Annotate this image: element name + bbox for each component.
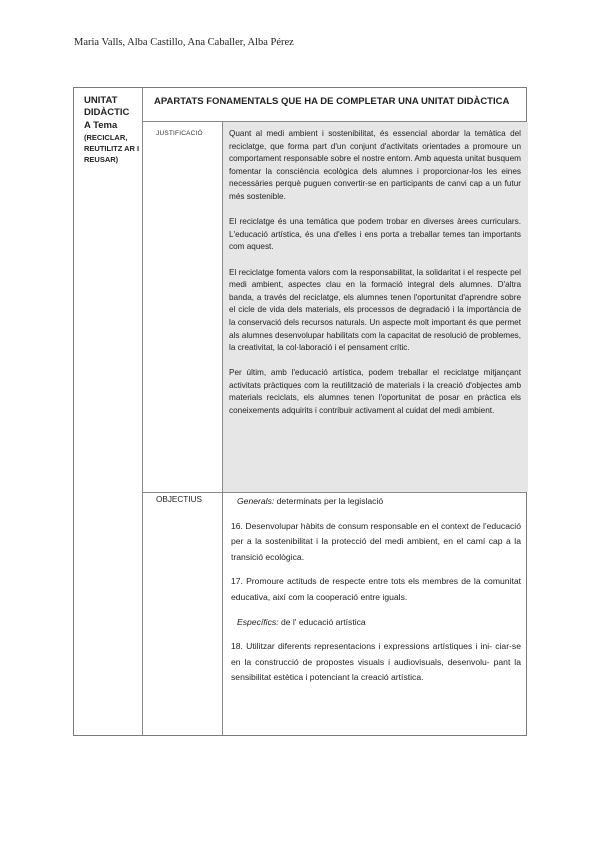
- justificacio-text: [229, 128, 521, 430]
- objectius-text: [231, 494, 521, 695]
- unit-title: UNITAT DIDÀCTIC: [84, 95, 130, 118]
- objective-16: 16. Desenvolupar hàbits de consum responsable en el context de l'educació per a la sostenibilitat i la protecció del medi ambient, en el camí cap a la transició ecològica.: [231, 520, 521, 562]
- didactic-unit-table: [73, 87, 527, 736]
- justificacio-paragraph: Quant al medi ambient i sostenibilitat, és essencial abordar la temàtica del reciclatge, que forma part d'un conjunt d'activitats orientades a promoure un comportament responsable sobre el nostre entorn. Amb aquesta unitat busquem fomentar la consciència ecològica dels alumnes i proporcionar-los les eines necessàries perquè puguen convertir-se en participants de canvi cap a un futur més sostenible.: [229, 129, 521, 201]
- document-authors: Maria Valls, Alba Castillo, Ana Caballer, Alba Pérez: [74, 37, 294, 48]
- especifics-heading: [231, 615, 521, 631]
- justificacio-paragraph: El reciclatge és una temàtica que podem trobar en diverses àrees curriculars. L'educació artística, és una d'elles i ens porta a treballar temes tan importants com aquest.: [229, 217, 521, 252]
- generals-label: Generals:: [237, 496, 275, 506]
- justificacio-label: JUSTIFICACIÓ: [156, 130, 203, 137]
- objective-17: 17. Promoure actituds de respecte entre tots els membres de la comunitat educativa, així com la cooperació entre iguals.: [231, 576, 521, 602]
- generals-heading: [231, 494, 521, 510]
- justificacio-paragraph: El reciclatge fomenta valors com la responsabilitat, la solidaritat i el respecte pel medi ambient, aspectes clau en la formació integral dels alumnes. D'altra banda, a través del reciclatge, els alumnes tenen l'oportunitat d'aprendre sobre el cicle de vida dels materials, els processos de degradació i la importància de la conservació dels recursos naturals. Un aspecte molt important és que permet als alumnes desenvolupar habilitats com la capacitat de resolució de problemes, la creativitat, la col·laboració i el pensament crític.: [229, 267, 521, 353]
- objective-18: 18. Utilitzar diferents representacions i expressions artístiques i ini- ciar-se en la construcció de propostes visuals i audiovisuals, desenvolu- pant la sensibilitat estètica i potenciant la creació artística.: [231, 641, 521, 683]
- row-divider: [142, 492, 526, 493]
- especifics-text: de l' educació artística: [278, 616, 366, 627]
- generals-text: determinats per la legislació: [274, 496, 384, 506]
- table-header: APARTATS FONAMENTALS QUE HA DE COMPLETAR UNA UNITAT DIDÀCTICA: [154, 96, 510, 107]
- justificacio-paragraph: Per últim, amb l'educació artística, podem treballar el reciclatge mitjançant activitats pràctiques com la reutilització de materials i la creació d'objectes amb materials reciclats, els alumnes tenen l'oportunitat de posar en pràctica els coneixements adquirits i contribuir activament al cuidat del medi ambient.: [229, 368, 521, 416]
- column-divider: [142, 88, 143, 735]
- unit-title-cell: [84, 95, 142, 165]
- especifics-label: Específics:: [237, 616, 279, 627]
- objectius-label: OBJECTIUS: [156, 495, 202, 504]
- unit-note: (RECICLAR, REUTILITZ AR I REUSAR): [84, 133, 140, 164]
- unit-subtitle: A Tema: [84, 120, 118, 131]
